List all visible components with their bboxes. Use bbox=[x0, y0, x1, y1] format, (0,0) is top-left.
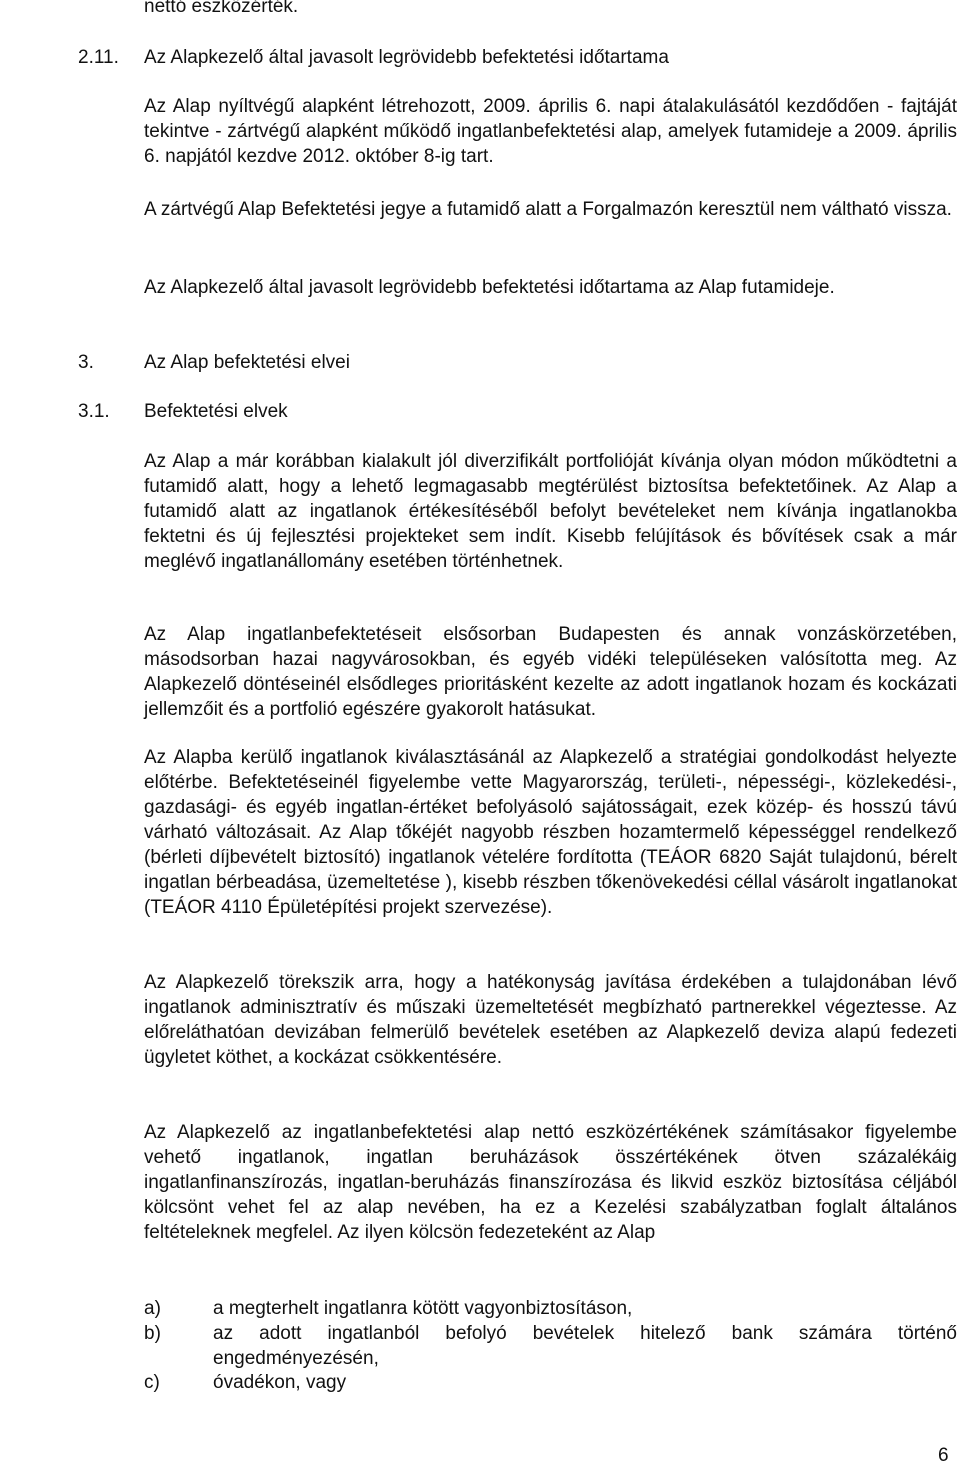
section-title: Az Alapkezelő által javasolt legrövidebb befektetési időtartama bbox=[144, 47, 669, 68]
section-number: 3. bbox=[78, 352, 94, 373]
paragraph: Az Alapkezelő törekszik arra, hogy a hatékonyság javítása érdekében a tulajdonában lévő ingatlanok adminisztratív és műszaki üzemeltetését megbízható partnerekkel végeztesse. Az előreláthatóan devizában felmerülő bevételek esetében az Alapkezelő deviza alapú fedezeti ügyletet köthet, a kockázat csökkentésére. bbox=[144, 972, 957, 1068]
section-number: 2.11. bbox=[78, 47, 119, 68]
list-item-label: c) bbox=[144, 1372, 160, 1393]
paragraph: Az Alap a már korábban kialakult jól diverzifikált portfolióját kívánja olyan módon működtetni a futamidő alatt, hogy a lehető legmagasabb megtérülést biztosítsa befektetőinek. Az Alap a futamidő alatt az ingatlanok értékesítéséből befolyt bevételeket nem kívánja ingatlanokba fektetni és új fejlesztési projekteket sem indít. Kisebb felújítások és bővítések csak a már meglévő ingatlanállomány esetében történhetnek. bbox=[144, 451, 957, 572]
section-number: 3.1. bbox=[78, 401, 110, 422]
paragraph: Az Alapba kerülő ingatlanok kiválasztásánál az Alapkezelő a stratégiai gondolkodást helyezte előtérbe. Befektetéseinél figyelembe vette Magyarország, területi-, népességi-, közlekedési-, gazdasági- és egyéb ingatlan-értéket befolyásoló sajátosságait, ezek közép- és hosszú távú várható változásait. Az Alap tőkéjét nagyobb részben hozamtermelő képességgel rendelkező (bérleti díjbevételt biztosító) ingatlanok vételére fordította (TEÁOR 6820 Saját tulajdonú, bérelt ingatlan bérbeadása, üzemeltetése ), kisebb részben tőkenövekedési céllal vásárolt ingatlanokat (TEÁOR 4110 Épületépítési projekt szervezése). bbox=[144, 747, 957, 918]
section-title: Befektetési elvek bbox=[144, 401, 288, 422]
list-item: óvadékon, vagy bbox=[213, 1372, 347, 1393]
section-title: Az Alap befektetési elvei bbox=[144, 352, 350, 373]
paragraph: Az Alapkezelő az ingatlanbefektetési alap nettó eszközértékének számításakor figyelembe vehető ingatlanok, ingatlan beruházások összértékének ötven százalékáig ingatlanfinanszírozás, ingatlan-beruházás finanszírozása és likvid eszköz biztosítása céljából kölcsönt vehet fel az alap nevében, ha ez a Kezelési szabályzatban foglalt általános feltételeknek megfelel. Az ilyen kölcsön fedezeteként az Alap bbox=[144, 1122, 957, 1243]
paragraph: Az Alap nyíltvégű alapként létrehozott, 2009. április 6. napi átalakulásától kezdődően - fajtáját tekintve - zártvégű alapként működő ingatlanbefektetési alap, amelyek futamideje a 2009. április 6. napjától kezdve 2012. október 8-ig tart. bbox=[144, 96, 957, 167]
list-item: a megterhelt ingatlanra kötött vagyonbiztosításon, bbox=[213, 1298, 633, 1319]
paragraph: A zártvégű Alap Befektetési jegye a futamidő alatt a Forgalmazón keresztül nem váltható vissza. bbox=[144, 199, 952, 220]
list-item: az adott ingatlanból befolyó bevételek hitelező bank számára történő engedményezésén, bbox=[213, 1323, 957, 1369]
list-item-label: b) bbox=[144, 1323, 161, 1344]
list-item-label: a) bbox=[144, 1298, 161, 1319]
continuation-text: nettó eszközérték. bbox=[144, 0, 299, 17]
paragraph: Az Alap ingatlanbefektetéseit elsősorban Budapesten és annak vonzáskörzetében, másodsorban hazai nagyvárosokban, és egyéb vidéki településeken valósította meg. Az Alapkezelő döntéseinél elsődleges prioritásként kezelte az adott ingatlanok hozam és kockázati jellemzőit és a portfolió egészére gyakorolt hatásukat. bbox=[144, 624, 957, 720]
page-number: 6 bbox=[938, 1445, 949, 1466]
paragraph: Az Alapkezelő által javasolt legrövidebb befektetési időtartama az Alap futamideje. bbox=[144, 277, 835, 298]
